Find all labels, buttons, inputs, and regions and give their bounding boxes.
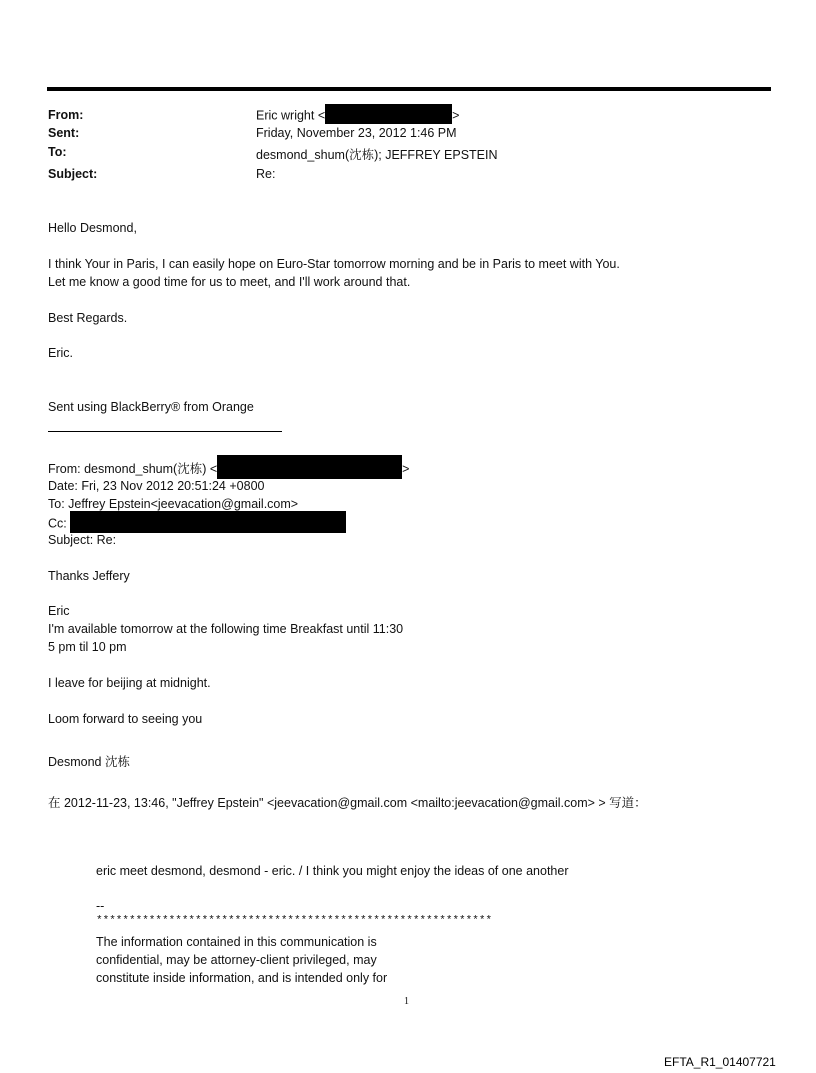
- signature-divider: [48, 431, 282, 432]
- top-rule: [47, 87, 771, 91]
- disclaimer-line-2: confidential, may be attorney-client privileged, may: [96, 953, 377, 967]
- to-label: To:: [48, 145, 67, 159]
- quoted-to: To: Jeffrey Epstein<jeevacation@gmail.com>: [48, 497, 299, 511]
- quoted-date: Date: Fri, 23 Nov 2012 20:51:24 +0800: [48, 479, 265, 493]
- quoted-cc-label: Cc:: [48, 516, 67, 531]
- quoted-loom: Loom forward to seeing you: [48, 712, 203, 726]
- from-label: From:: [48, 108, 84, 122]
- quoted-subject: Subject: Re:: [48, 533, 117, 547]
- from-end: >: [452, 108, 460, 123]
- body-line-2: Let me know a good time for us to meet, and I'll work around that.: [48, 275, 411, 289]
- body-line-1: I think Your in Paris, I can easily hope on Euro-Star tomorrow morning and be in Paris to meet with You.: [48, 257, 620, 271]
- quoted-from-end: >: [402, 462, 410, 476]
- greeting: Hello Desmond,: [48, 221, 137, 235]
- nested-intro: eric meet desmond, desmond - eric. / I think you might enjoy the ideas of one another: [96, 864, 569, 878]
- page-number: 1: [404, 996, 409, 1007]
- quoted-available: I'm available tomorrow at the following time Breakfast until 11:30: [48, 622, 404, 636]
- quoted-eric: Eric: [48, 604, 70, 618]
- quoted-wrote: 在 2012-11-23, 13:46, "Jeffrey Epstein" <jeevacation@gmail.com <mailto:jeevacation@gmail.com> > 写道：: [48, 796, 647, 810]
- nested-dashes: --: [96, 899, 105, 913]
- to-value: desmond_shum(沈栋); JEFFREY EPSTEIN: [256, 148, 498, 162]
- sent-label: Sent:: [48, 126, 80, 140]
- quoted-sign: Desmond 沈栋: [48, 755, 130, 769]
- quoted-leave: I leave for beijing at midnight.: [48, 676, 211, 690]
- quoted-from-text: From: desmond_shum(沈栋) <: [48, 462, 218, 476]
- quoted-cc: [48, 515, 346, 533]
- closing: Best Regards.: [48, 311, 128, 325]
- sent-value: Friday, November 23, 2012 1:46 PM: [256, 126, 457, 140]
- redaction-box: [325, 104, 452, 124]
- sent-using: Sent using BlackBerry® from Orange: [48, 400, 254, 414]
- disclaimer-line-3: constitute inside information, and is intended only for: [96, 971, 388, 985]
- document-id: EFTA_R1_01407721: [664, 1055, 776, 1069]
- redaction-box: [217, 455, 402, 479]
- redaction-box: [70, 511, 346, 533]
- subject-label: Subject:: [48, 167, 98, 181]
- subject-value: Re:: [256, 167, 276, 181]
- quoted-time: 5 pm til 10 pm: [48, 640, 127, 654]
- from-name: Eric wright <: [256, 108, 326, 123]
- signature: Eric.: [48, 346, 73, 360]
- nested-stars: ************************************************************: [96, 915, 493, 927]
- quoted-from: [48, 459, 409, 479]
- from-value: [256, 108, 459, 124]
- quoted-thanks: Thanks Jeffery: [48, 569, 130, 583]
- disclaimer-line-1: The information contained in this communication is: [96, 935, 377, 949]
